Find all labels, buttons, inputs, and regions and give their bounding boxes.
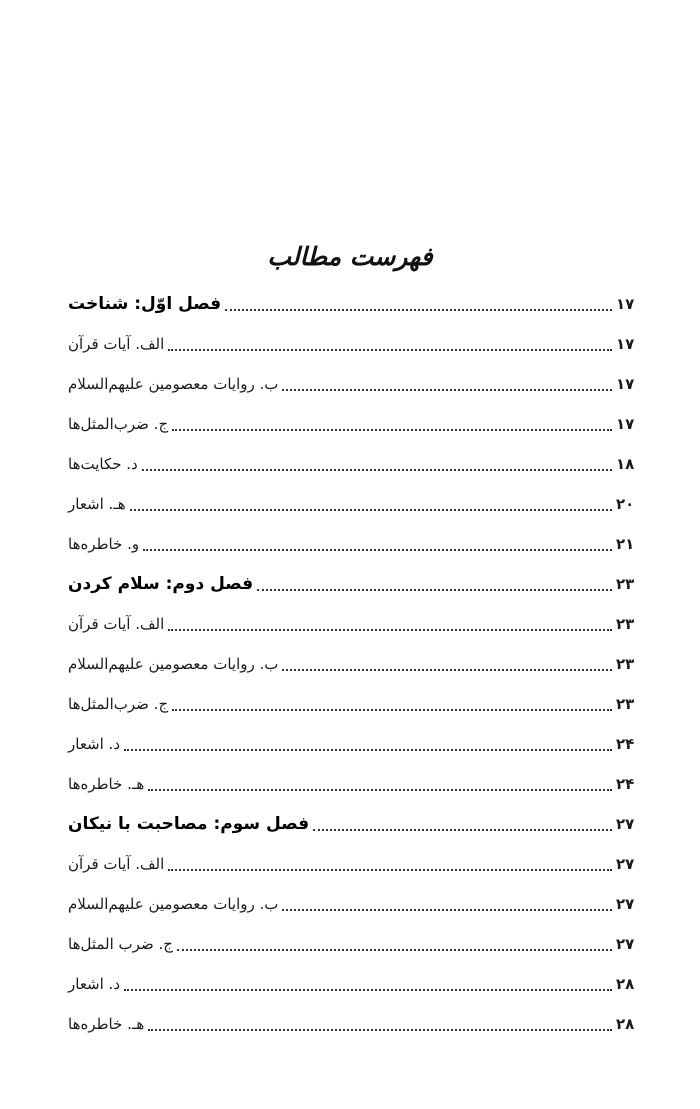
page-number: ۲۱ xyxy=(616,535,635,553)
section-title: ب. روایات معصومین علیهم‌السلام xyxy=(68,375,279,393)
section-title: ج. ضرب‌المثل‌ها xyxy=(68,415,169,433)
section-title: ج. ضرب المثل‌ها xyxy=(68,935,173,953)
dot-leader xyxy=(148,788,612,791)
toc-section-row[interactable] xyxy=(66,444,638,484)
section-title: ج. ضرب‌المثل‌ها xyxy=(68,695,169,713)
toc-section-row[interactable] xyxy=(66,404,638,444)
toc-chapter-row[interactable] xyxy=(66,804,638,844)
page-number: ۲۷ xyxy=(616,895,635,913)
page-number: ۲۷ xyxy=(616,815,635,833)
section-title: الف. آیات قرآن xyxy=(68,615,165,633)
toc-section-row[interactable] xyxy=(66,324,638,364)
page-number: ۲۰ xyxy=(616,495,635,513)
toc-title: فهرست مطالب xyxy=(267,242,433,271)
toc-section-row[interactable] xyxy=(66,724,638,764)
toc-section-row[interactable] xyxy=(66,644,638,684)
table-of-contents xyxy=(66,284,638,1044)
dot-leader xyxy=(124,988,612,991)
toc-chapter-row[interactable] xyxy=(66,284,638,324)
section-title: هـ. اشعار xyxy=(68,495,126,513)
page-number: ۲۴ xyxy=(616,775,635,793)
dot-leader xyxy=(225,308,612,311)
dot-leader xyxy=(177,948,612,951)
toc-chapter-row[interactable] xyxy=(66,564,638,604)
section-title: د. اشعار xyxy=(68,975,121,993)
page-number: ۲۴ xyxy=(616,735,635,753)
chapter-title: فصل دوم: سلام کردن xyxy=(68,574,254,594)
section-title: ب. روایات معصومین علیهم‌السلام xyxy=(68,655,279,673)
page-number: ۲۷ xyxy=(616,855,635,873)
page-number: ۱۷ xyxy=(616,295,635,313)
toc-section-row[interactable] xyxy=(66,924,638,964)
toc-section-row[interactable] xyxy=(66,964,638,1004)
dot-leader xyxy=(130,508,612,511)
chapter-title: فصل سوم: مصاحبت با نیکان xyxy=(68,814,310,834)
page-number: ۲۸ xyxy=(616,1015,635,1033)
dot-leader xyxy=(148,1028,612,1031)
dot-leader xyxy=(143,548,612,551)
section-title: الف. آیات قرآن xyxy=(68,855,165,873)
toc-section-row[interactable] xyxy=(66,604,638,644)
section-title: هـ. خاطره‌ها xyxy=(68,1015,145,1033)
page-number: ۲۳ xyxy=(616,615,635,633)
section-title: ب. روایات معصومین علیهم‌السلام xyxy=(68,895,279,913)
toc-section-row[interactable] xyxy=(66,524,638,564)
page-number: ۱۷ xyxy=(616,335,635,353)
toc-section-row[interactable] xyxy=(66,764,638,804)
section-title: هـ. خاطره‌ها xyxy=(68,775,145,793)
page-number: ۱۷ xyxy=(616,415,635,433)
page-number: ۲۳ xyxy=(616,655,635,673)
dot-leader xyxy=(168,348,612,351)
toc-section-row[interactable] xyxy=(66,884,638,924)
page-number: ۲۸ xyxy=(616,975,635,993)
page-number: ۱۷ xyxy=(616,375,635,393)
dot-leader xyxy=(172,428,612,431)
page-number: ۲۳ xyxy=(616,695,635,713)
dot-leader xyxy=(168,628,612,631)
section-title: الف. آیات قرآن xyxy=(68,335,165,353)
toc-section-row[interactable] xyxy=(66,844,638,884)
page-number: ۲۷ xyxy=(616,935,635,953)
page-number: ۱۸ xyxy=(616,455,635,473)
dot-leader xyxy=(168,868,612,871)
section-title: د. اشعار xyxy=(68,735,121,753)
dot-leader xyxy=(313,828,612,831)
toc-section-row[interactable] xyxy=(66,484,638,524)
dot-leader xyxy=(257,588,612,591)
toc-section-row[interactable] xyxy=(66,1004,638,1044)
page-number: ۲۳ xyxy=(616,575,635,593)
dot-leader xyxy=(282,908,612,911)
toc-section-row[interactable] xyxy=(66,684,638,724)
toc-section-row[interactable] xyxy=(66,364,638,404)
dot-leader xyxy=(282,388,612,391)
section-title: و. خاطره‌ها xyxy=(68,535,140,553)
dot-leader xyxy=(172,708,612,711)
dot-leader xyxy=(124,748,612,751)
dot-leader xyxy=(142,468,612,471)
section-title: د. حکایت‌ها xyxy=(68,455,138,473)
chapter-title: فصل اوّل: شناخت xyxy=(68,294,222,314)
dot-leader xyxy=(282,668,612,671)
